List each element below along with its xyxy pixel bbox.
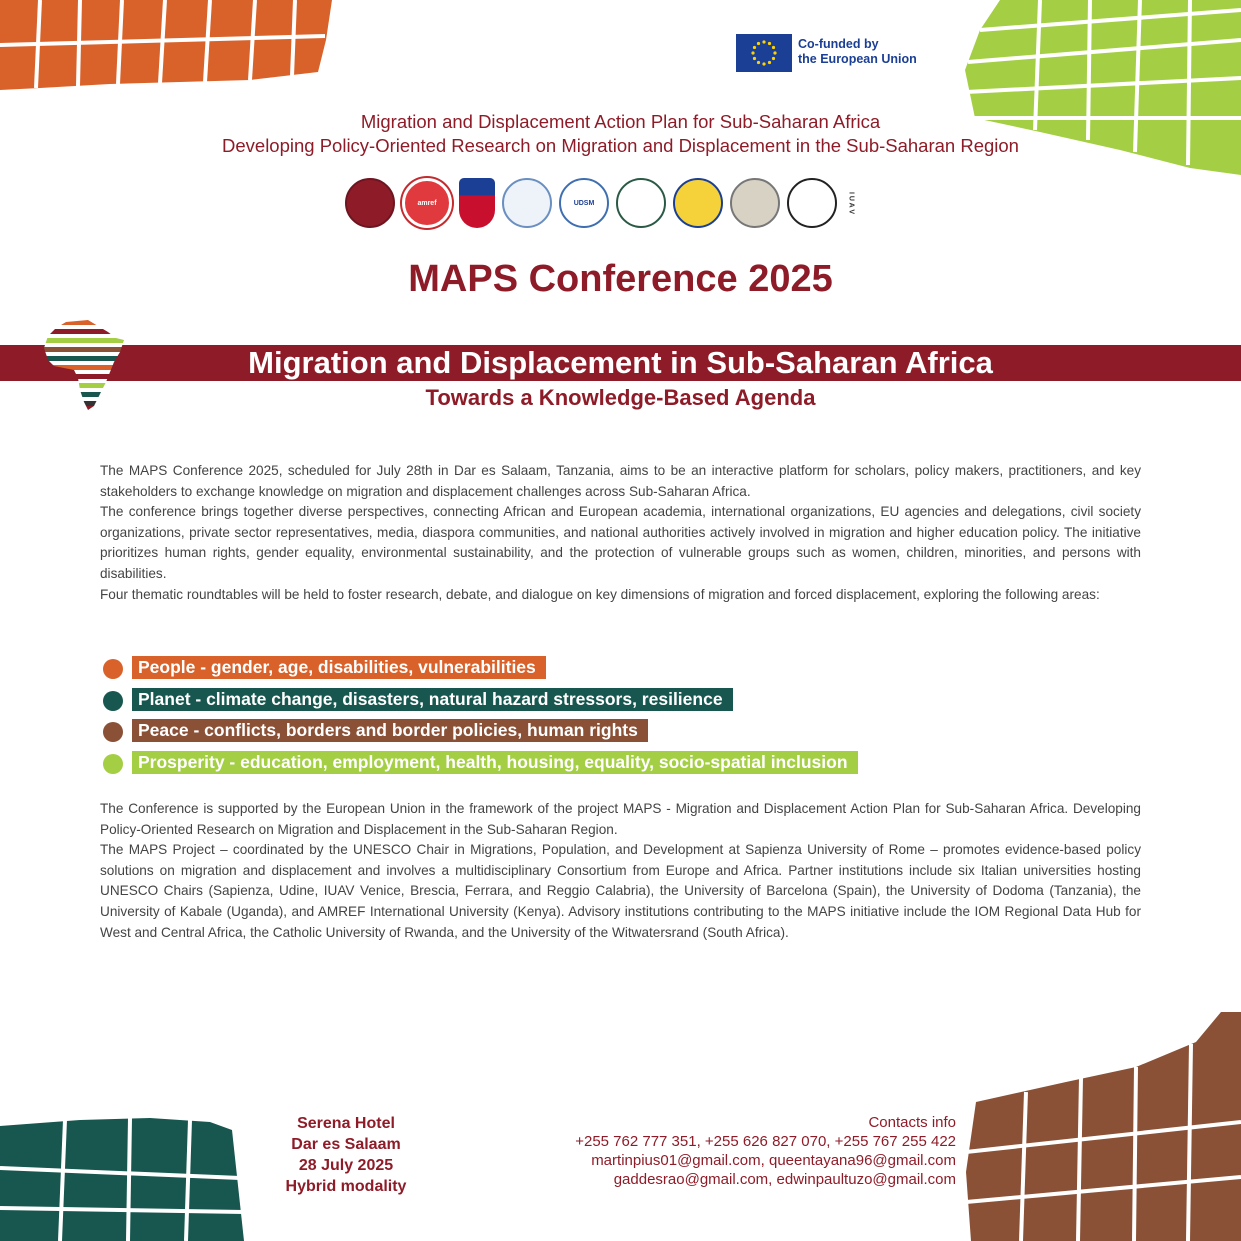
intro-paragraph-2: The conference brings together diverse perspectives, connecting African and European academia, international organizations, EU agencies and delegations, civil society organizations, private sector representatives, media, diaspora communities, and national authorities actively involved in migration and higher education policy. The initiative prioritizes human rights, gender equality, environmental sustainability, and the protection of vulnerable groups such as women, children, minorities, and persons with disabilities. bbox=[100, 504, 1141, 581]
roundtable-dot-icon bbox=[103, 659, 123, 679]
venue-city: Dar es Salaam bbox=[291, 1136, 401, 1153]
conference-title: MAPS Conference 2025 bbox=[408, 258, 833, 300]
roundtable-dot-icon bbox=[103, 722, 123, 742]
roundtable-item-people bbox=[103, 655, 1003, 687]
contacts-emails-1[interactable]: martinpius01@gmail.com, queentayana96@gmail.com bbox=[591, 1152, 956, 1169]
eu-cofunded-badge bbox=[736, 34, 936, 74]
roundtable-label: Peace - conflicts, borders and border policies, human rights bbox=[132, 719, 648, 742]
contacts-block bbox=[470, 1113, 956, 1189]
top-left-orange-mosaic bbox=[0, 0, 340, 90]
logo-text: I U A V bbox=[847, 191, 855, 215]
venue-block bbox=[258, 1113, 434, 1197]
logo-text: UDSM bbox=[573, 199, 595, 207]
support-paragraph-1: The Conference is supported by the European Union in the framework of the project MAPS - Migration and Displacement Action Plan for Sub-Saharan Africa. Developing Policy-Oriented Research on Migration and Displacement in the Sub-Saharan Region. bbox=[100, 801, 1141, 837]
contacts-heading: Contacts info bbox=[868, 1114, 956, 1131]
udsm-seal-icon bbox=[559, 178, 609, 228]
bottom-left-teal-mosaic bbox=[0, 1108, 260, 1241]
barcelona-shield-icon bbox=[459, 178, 495, 228]
roundtable-dot-icon bbox=[103, 691, 123, 711]
partner-logos-row bbox=[345, 176, 885, 230]
roundtable-label: Prosperity - education, employment, health, housing, equality, socio-spatial inclusion bbox=[132, 751, 858, 774]
roundtable-label: Planet - climate change, disasters, natural hazard stressors, resilience bbox=[132, 688, 733, 711]
roundtable-item-prosperity bbox=[103, 750, 1003, 782]
bottom-right-brown-mosaic bbox=[966, 1012, 1241, 1241]
contacts-emails-2[interactable]: gaddesrao@gmail.com, edwinpaultuzo@gmail.com bbox=[613, 1171, 956, 1188]
roundtable-dot-icon bbox=[103, 754, 123, 774]
intro-paragraph-3: Four thematic roundtables will be held to foster research, debate, and dialogue on key dimensions of migration and forced displacement, exploring the following areas: bbox=[100, 586, 1100, 602]
amref-seal-icon bbox=[402, 178, 452, 228]
intro-paragraph-1: The MAPS Conference 2025, scheduled for July 28th in Dar es Salaam, Tanzania, aims to be an interactive platform for scholars, policy makers, practitioners, and key stakeholders to exchange knowledge on migration and displacement challenges across Sub-Saharan Africa. bbox=[100, 463, 1141, 499]
udine-seal-icon bbox=[787, 178, 837, 228]
contacts-phones[interactable]: +255 762 777 351, +255 626 827 070, +255 767 255 422 bbox=[575, 1133, 956, 1150]
venue-hotel: Serena Hotel bbox=[297, 1115, 395, 1132]
support-paragraph-2: The MAPS Project – coordinated by the UNESCO Chair in Migrations, Population, and Development at Sapienza University of Rome – promotes evidence-based policy solutions on migration and displacement and involves a multidisciplinary Consortium from Europe and Africa. Partner institutions include six Italian universities hosting UNESCO Chairs (Sapienza, Udine, IUAV Venice, Brescia, Ferrara, and Reggio Calabria), the University of Barcelona (Spain), the University of Dodoma (Tanzania), the University of Kabale (Uganda), and AMREF International University (Kenya). Advisory institutions contributing to the MAPS initiative include the IOM Regional Data Hub for West and Central Africa, the Catholic University of Rwanda, and the University of the Witwatersrand (South Africa). bbox=[100, 842, 1141, 940]
eu-badge-line2: the European Union bbox=[798, 52, 917, 66]
eu-flag-icon bbox=[736, 34, 792, 72]
logo-text: amref bbox=[417, 199, 437, 207]
support-text bbox=[100, 799, 1141, 943]
roundtable-item-planet bbox=[103, 687, 1003, 719]
kabale-seal-icon bbox=[673, 178, 723, 228]
ferrara-seal-icon bbox=[616, 178, 666, 228]
main-title: Migration and Displacement in Sub-Saharan Africa bbox=[248, 345, 993, 380]
project-title: Migration and Displacement Action Plan for Sub-Saharan Africa bbox=[360, 111, 881, 132]
iuav-mark-icon bbox=[844, 178, 858, 228]
sapienza-seal-icon bbox=[345, 178, 395, 228]
venue-date: 28 July 2025 bbox=[298, 1157, 394, 1174]
conference-tagline: Towards a Knowledge-Based Agenda bbox=[425, 385, 816, 410]
roundtables-list bbox=[103, 655, 1003, 781]
reggio-seal-icon bbox=[730, 178, 780, 228]
eu-badge-line1: Co-funded by bbox=[798, 37, 879, 51]
roundtable-item-peace bbox=[103, 718, 1003, 750]
intro-text bbox=[100, 461, 1141, 605]
venue-modality: Hybrid modality bbox=[285, 1178, 407, 1195]
roundtable-label: People - gender, age, disabilities, vulnerabilities bbox=[132, 656, 546, 679]
project-subtitle: Developing Policy-Oriented Research on Migration and Displacement in the Sub-Saharan Region bbox=[222, 135, 1019, 156]
dodoma-seal-icon bbox=[502, 178, 552, 228]
eu-badge-text bbox=[798, 37, 917, 67]
